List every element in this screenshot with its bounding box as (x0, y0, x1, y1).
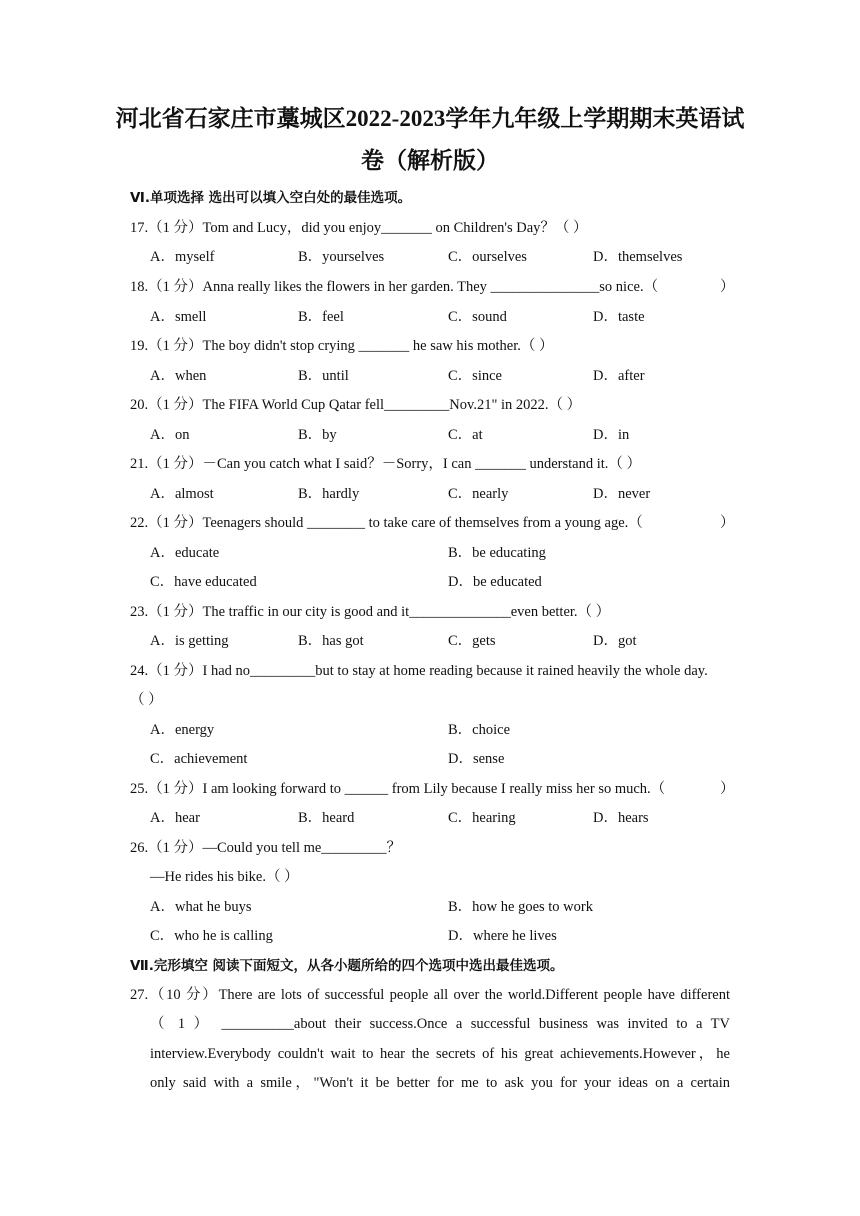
page-title-line1: 河北省石家庄市藁城区2022-2023学年九年级上学期期末英语试 (115, 106, 745, 131)
question-20-stem: 20.（1 分）The FIFA World Cup Qatar fell_________Nov.21" in 2022.（ ） (130, 397, 582, 413)
question-24-option-c: C．achievement (150, 751, 248, 767)
question-25-option-d: D．hears (593, 810, 649, 826)
question-23-option-c: C．gets (448, 633, 496, 649)
question-27-passage-line-1: 27.（10 分）There are lots of successful people all over the world.Different people have different (130, 987, 730, 1003)
question-25-answer-paren: ） (720, 781, 735, 797)
question-26-stem-reply: —He rides his bike.（ ） (150, 869, 299, 885)
question-19-option-a: A．when (150, 368, 207, 384)
question-23-option-d: D．got (593, 633, 637, 649)
question-25-stem: 25.（1 分）I am looking forward to ______ from Lily because I really miss her so much.（ (130, 781, 666, 797)
question-25-option-b: B．heard (298, 810, 355, 826)
question-26-stem: 26.（1 分）—Could you tell me_________？ (130, 840, 402, 856)
question-17-option-c: C．ourselves (448, 249, 527, 265)
question-24-stem: 24.（1 分）I had no_________but to stay at home reading because it rained heavily the whole day. (130, 663, 708, 679)
question-22-answer-paren: ） (720, 515, 735, 531)
section-heading-single-choice: Ⅵ.单项选择 选出可以填入空白处的最佳选项。 (130, 190, 412, 206)
question-27-passage-line-4: only said with a smile，"Won't it be better for me to ask you for your ideas on a certain (150, 1075, 730, 1091)
question-24-option-a: A．energy (150, 722, 215, 738)
question-26-option-c: C．who he is calling (150, 928, 273, 944)
question-26-option-d: D．where he lives (448, 928, 557, 944)
question-18-option-a: A．smell (150, 309, 207, 325)
question-22-option-c: C．have educated (150, 574, 257, 590)
question-22-stem: 22.（1 分）Teenagers should ________ to take care of themselves from a young age.（ (130, 515, 643, 531)
question-23-option-b: B．has got (298, 633, 364, 649)
page-title-line2: 卷（解析版） (361, 148, 499, 173)
question-21-option-d: D．never (593, 486, 651, 502)
question-21-stem: 21.（1 分）－Can you catch what I said？－Sorry，I can _______ understand it.（ ） (130, 456, 642, 472)
question-17-option-a: A．myself (150, 249, 215, 265)
question-18-option-d: D．taste (593, 309, 645, 325)
question-22-option-a: A．educate (150, 545, 220, 561)
question-20-option-c: C．at (448, 427, 483, 443)
question-26-option-a: A．what he buys (150, 899, 252, 915)
question-19-option-d: D．after (593, 368, 645, 384)
question-27-passage-line-2: （ 1 ） __________about their success.Once a successful business was invited to a TV (150, 1016, 730, 1032)
question-23-option-a: A．is getting (150, 633, 229, 649)
question-20-option-a: A．on (150, 427, 190, 443)
question-26-option-b: B．how he goes to work (448, 899, 593, 915)
question-19-option-c: C．since (448, 368, 502, 384)
question-17-option-d: D．themselves (593, 249, 683, 265)
question-21-option-c: C．nearly (448, 486, 509, 502)
question-18-option-b: B．feel (298, 309, 344, 325)
question-24-option-b: B．choice (448, 722, 511, 738)
question-22-option-d: D．be educated (448, 574, 542, 590)
question-24-answer-paren: （ ） (130, 692, 163, 708)
question-20-option-d: D．in (593, 427, 630, 443)
question-21-option-a: A．almost (150, 486, 214, 502)
question-18-answer-paren: ） (720, 279, 735, 295)
question-17-option-b: B．yourselves (298, 249, 385, 265)
question-25-option-a: A．hear (150, 810, 200, 826)
question-18-option-c: C．sound (448, 309, 507, 325)
section-heading-cloze: Ⅶ.完形填空 阅读下面短文，从各小题所给的四个选项中选出最佳选项。 (130, 958, 564, 974)
question-19-stem: 19.（1 分）The boy didn't stop crying _______ he saw his mother.（ ） (130, 338, 554, 354)
question-23-stem: 23.（1 分）The traffic in our city is good and it______________even better.（ ） (130, 604, 611, 620)
question-22-option-b: B．be educating (448, 545, 546, 561)
question-21-option-b: B．hardly (298, 486, 360, 502)
question-20-option-b: B．by (298, 427, 337, 443)
question-17-stem: 17.（1 分）Tom and Lucy，did you enjoy_______ on Children's Day？（ ） (130, 220, 588, 236)
question-24-option-d: D．sense (448, 751, 505, 767)
question-27-passage-line-3: interview.Everybody couldn't wait to hear the secrets of his great achievements.However，he (150, 1046, 730, 1062)
question-19-option-b: B．until (298, 368, 349, 384)
question-18-stem: 18.（1 分）Anna really likes the flowers in her garden. They _______________so nice.（ (130, 279, 659, 295)
question-25-option-c: C．hearing (448, 810, 516, 826)
